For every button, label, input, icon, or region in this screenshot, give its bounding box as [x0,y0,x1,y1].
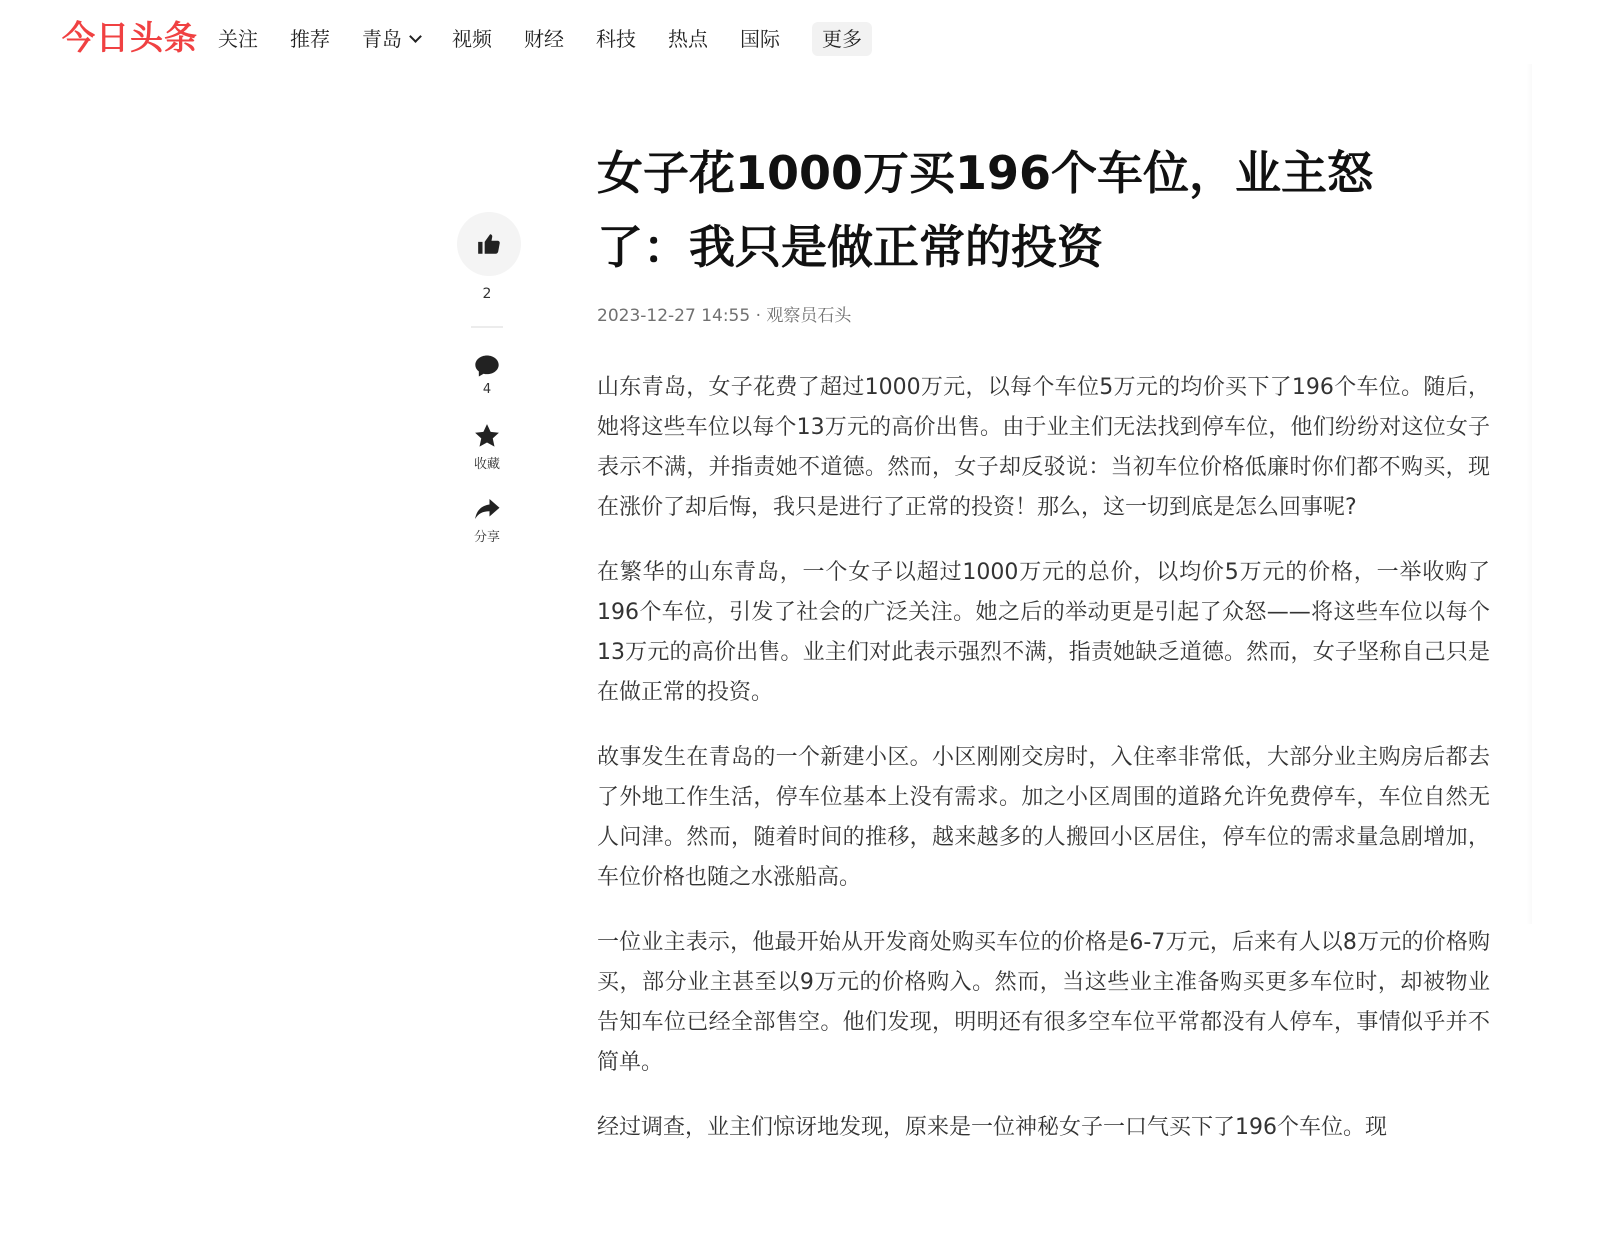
article-paragraph: 一位业主表示，他最开始从开发商处购买车位的价格是6-7万元，后来有人以8万元的价格购买，部分业主甚至以9万元的价格购入。然而，当这些业主准备购买更多车位时，却被物业告知车位已经全部售空。他们发现，明明还有很多空车位平常都没有人停车，事情似乎并不简单。 [597,930,1490,1075]
nav-item-video[interactable] [452,22,492,56]
nav-item-city[interactable] [362,22,420,56]
nav-label: 青岛 [362,27,402,51]
nav-label: 视频 [452,27,492,51]
favorite-button[interactable] [452,421,522,472]
article [597,136,1497,1173]
nav-item-international[interactable] [740,22,780,56]
nav-label: 财经 [524,27,564,51]
article-paragraph: 在繁华的山东青岛，一个女子以超过1000万元的总价，以均价5万元的价格，一举收购了196个车位，引发了社会的广泛关注。她之后的举动更是引起了众怒——将这些车位以每个13万元的高价出售。业主们对此表示强烈不满，指责她缺乏道德。然而，女子坚称自己只是在做正常的投资。 [597,560,1490,705]
nav-item-finance[interactable] [524,22,564,56]
article-body [597,368,1497,1148]
thumbs-up-icon [476,231,502,257]
site-logo[interactable]: 今日头条 [62,18,198,57]
nav-item-follow[interactable] [218,22,258,56]
nav-item-tech[interactable] [596,22,636,56]
channel-nav [218,22,872,56]
rail-divider [471,326,503,328]
page-edge-shadow [1526,64,1532,924]
star-icon [472,421,502,451]
nav-label: 关注 [218,27,258,51]
nav-label: 国际 [740,27,780,51]
nav-label: 更多 [822,27,862,51]
article-action-rail [452,212,522,545]
favorite-label: 收藏 [473,457,500,472]
article-title: 女子花1000万买196个车位，业主怒了：我只是做正常的投资 [597,146,1374,274]
like-button[interactable] [452,212,522,302]
publish-time: 2023-12-27 14:55 [597,306,751,326]
comment-count: 4 [482,382,492,397]
nav-item-more[interactable] [812,22,872,56]
article-paragraph: 故事发生在青岛的一个新建小区。小区刚刚交房时，入住率非常低，大部分业主购房后都去了外地工作生活，停车位基本上没有需求。加之小区周围的道路允许免费停车，车位自然无人问津。然而，随着时间的推移，越来越多的人搬回小区居住，停车位的需求量急剧增加，车位价格也随之水涨船高。 [597,745,1490,890]
nav-label: 科技 [596,27,636,51]
article-paragraph: 山东青岛，女子花费了超过1000万元，以每个车位5万元的均价买下了196个车位。随后，她将这些车位以每个13万元的高价出售。由于业主们无法找到停车位，他们纷纷对这位女子表示不满，并指责她不道德。然而，女子却反驳说：当初车位价格低廉时你们都不购买，现在涨价了却后悔，我只是进行了正常的投资！那么，这一切到底是怎么回事呢? [597,375,1490,520]
meta-separator: · [755,306,762,326]
nav-item-recommend[interactable] [290,22,330,56]
comment-button[interactable] [452,352,522,397]
article-meta [597,304,1497,328]
like-button-circle[interactable] [457,212,521,276]
share-label: 分享 [473,530,500,545]
nav-label: 推荐 [290,27,330,51]
comment-icon [473,352,501,380]
share-icon [472,494,502,524]
article-paragraph: 经过调查，业主们惊讶地发现，原来是一位神秘女子一口气买下了196个车位。现 [597,1115,1387,1140]
like-count: 2 [482,286,492,302]
top-nav [0,0,1598,78]
author-name[interactable]: 观察员石头 [766,306,852,326]
nav-item-hot[interactable] [668,22,708,56]
chevron-down-icon [409,30,422,43]
nav-label: 热点 [668,27,708,51]
share-button[interactable] [452,494,522,545]
